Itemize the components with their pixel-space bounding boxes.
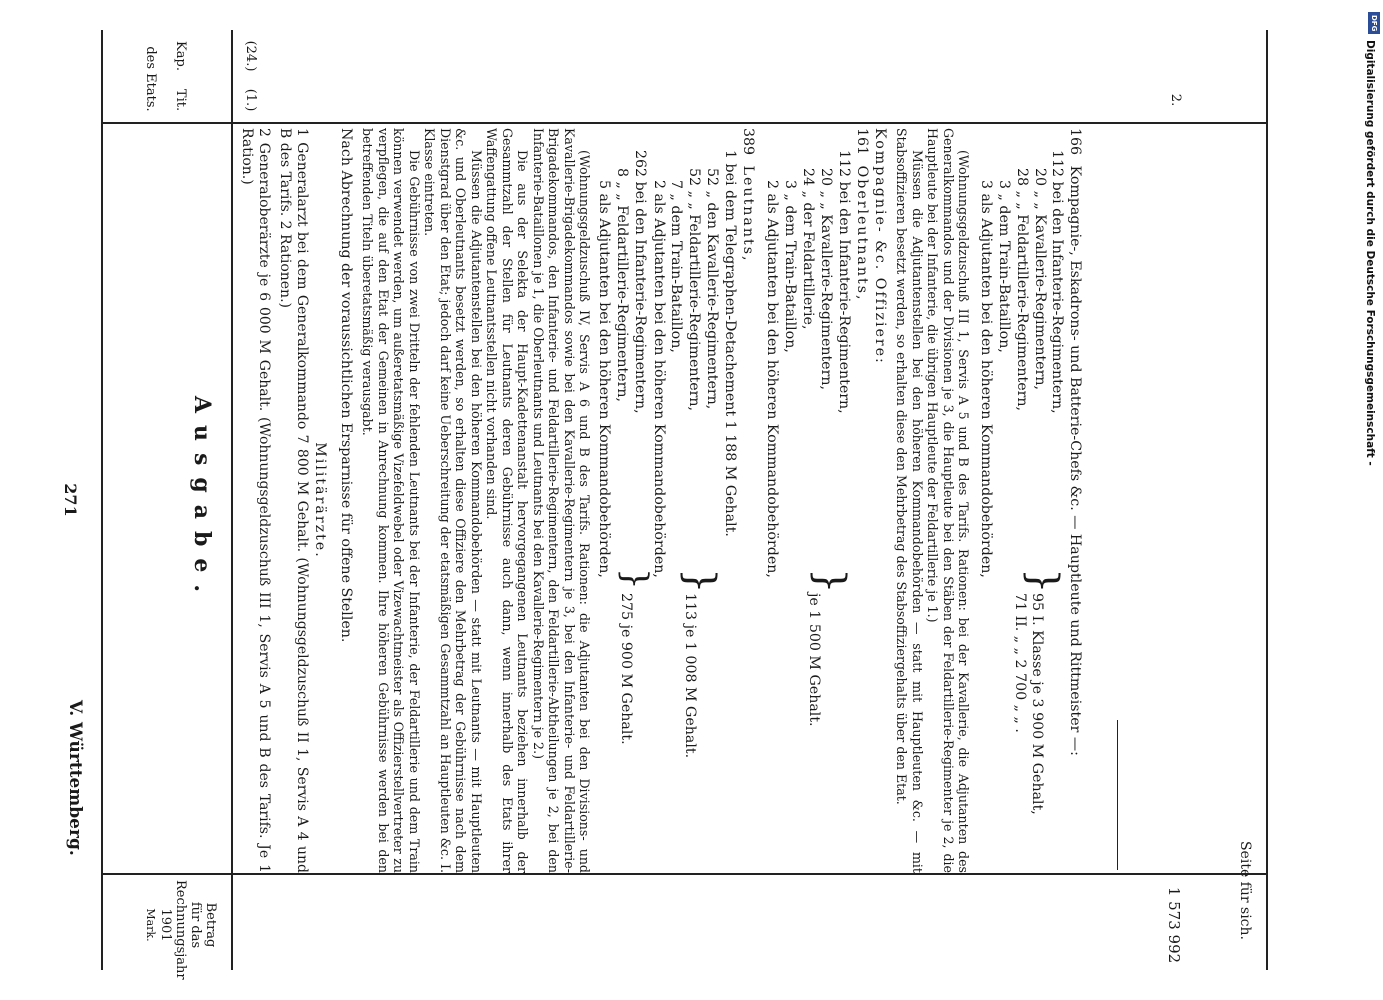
line: 24 „ der Feldartillerie, bbox=[800, 168, 817, 330]
line: 1 bei dem Telegraphen-Detachement 1 188 M Gehalt. bbox=[722, 150, 739, 537]
line: 3 als Adjutanten bei den höheren Kommandobehörden, bbox=[977, 180, 994, 578]
kap-label: Kap. bbox=[173, 41, 188, 71]
brace: } bbox=[1020, 568, 1067, 594]
page-number: 271 bbox=[61, 483, 80, 517]
brace: } bbox=[615, 568, 656, 590]
line: 2 als Adjutanten bei den höheren Kommandobehörden, bbox=[764, 180, 781, 578]
paragraph: Die aus der Selekta der Haupt-Kadettenanstalt hervorgegangenen Leutnants beziehen innerhalb der Gesammtzahl der Stellen für Leutnants deren Gebührnisse auch dann, wenn innerhalb des Etats ihrer Waffengattung offene Leutnantsstellen nicht vorhanden sind. bbox=[484, 128, 531, 873]
paragraph: (Wohnungsgeldzuschuß IV, Servis A 6 und B des Tarifs. Rationen: die Adjutanten bei den Divisions- und Kavallerie-Brigadekommandos sowie bei den Kavallerie-Regimentern je 3, bei den Infanterie- und Feldartillerie-Brigadekommandos, den Infanterie- und Feldartillerie-Regimentern, den Feldartillerie-Abtheilungen je 2, bei den Infanterie-Bataillonen je 1, die Oberleutnants und Leutnants bei den Kavallerie-Regimentern je 2.) bbox=[530, 128, 593, 873]
entry-leutnants bbox=[738, 128, 756, 873]
bottom-rule bbox=[1266, 30, 1268, 970]
entry-title: Leutnants, bbox=[740, 165, 757, 263]
betrag-line-4: 1901 bbox=[158, 908, 173, 942]
footer-note: Seite für sich. bbox=[1237, 840, 1253, 940]
kap-value: (24.) bbox=[243, 40, 258, 72]
betrag-line-1: Betrag bbox=[203, 902, 218, 948]
brace-text: 275 je 900 M Gehalt. bbox=[618, 593, 635, 745]
paragraph: Müssen die Adjutantenstellen bei den höheren Kommandobehörden — statt mit Hauptleuten &c. — mit Stabsoffizieren besetzt werden, so erhalten diese den Mehrbetrag des Stabsoffiziergehalts über den Etat. bbox=[894, 128, 925, 873]
betrag-line-2: für das bbox=[188, 901, 203, 949]
line: 20 „ „ Kavallerie-Regimentern, bbox=[1031, 168, 1048, 391]
tit2-value: 2. bbox=[1168, 93, 1183, 107]
line: 8 „ „ Feldartillerie-Regimentern, bbox=[614, 168, 631, 403]
tit-value: (1.) bbox=[243, 88, 258, 112]
brace-line: 95 I. Klasse je 3 900 M Gehalt, bbox=[1029, 593, 1046, 815]
line: 3 „ dem Train-Bataillon, bbox=[995, 180, 1012, 353]
sum-rule bbox=[1117, 720, 1118, 870]
oberleutnants-group bbox=[762, 128, 852, 873]
brace: } bbox=[807, 568, 854, 594]
section-heading: Ausgabe. bbox=[189, 395, 215, 605]
line: 112 bei den Infanterie-Regimentern, bbox=[836, 150, 853, 414]
entry-count: 166 bbox=[1067, 128, 1084, 156]
digitization-credit: Digitalisierung gefördert durch die Deutsche Forschungsgemeinschaft - bbox=[1364, 40, 1376, 466]
header-rule bbox=[231, 30, 233, 970]
amount-rule bbox=[101, 873, 1268, 875]
tit-label: Tit. bbox=[173, 88, 188, 112]
generalarzt-entry: 1 Generalarzt bei dem Generalkommando 7 800 M Gehalt. (Wohnungsgeldzuschuß II 1, Servis A 4 und B des Tarifs. 2 Rationen.) bbox=[277, 128, 310, 873]
text-left-rule bbox=[101, 122, 1268, 124]
chapter-header: V. Württemberg. bbox=[65, 700, 85, 856]
betrag-line-3: Rechnungsjahr bbox=[173, 880, 188, 980]
brace-line: 71 II. „ „ 2 700 „ „ . bbox=[1011, 593, 1028, 733]
hauptleute-group bbox=[975, 128, 1065, 873]
entry-title: Oberleutnants, bbox=[854, 165, 871, 302]
line: 52 „ den Kavallerie-Regimentern, bbox=[704, 168, 721, 410]
line: 262 bei den Infanterie-Regimentern, bbox=[632, 150, 649, 414]
amount-value: 1 573 992 bbox=[1165, 886, 1183, 964]
paragraph: Die Gebührnisse von zwei Dritteln der fehlenden Leutnants bei der Infanterie, der Feldartillerie und dem Train können verwendet werden, um außeretatsmäßige Vizefeldwebel oder Vizewachtmeister als Offizierstellvertreter zu verpflegen, die auf den Etat der Gemeinen in Anrechnung kommen. Ihre höheren Gebührnisse werden bei den betreffenden Titeln überetatsmäßig verausgabt. bbox=[360, 128, 422, 873]
leutnants-group-2 bbox=[594, 128, 656, 873]
mark-label: Mark. bbox=[144, 908, 157, 942]
line: 7 „ dem Train-Bataillon, bbox=[668, 180, 685, 353]
line: 2 als Adjutanten bei den höheren Kommandobehörden, bbox=[650, 180, 667, 578]
generaloberaerzte-entry: 2 Generaloberärzte je 6 000 M Gehalt. (Wohnungsgeldzuschuß III 1, Servis A 5 und B des Tarifs. Je 1 Ration.) bbox=[239, 128, 272, 873]
brace-text: je 1 500 M Gehalt. bbox=[806, 593, 823, 727]
des-etats-label: des Etats. bbox=[143, 46, 158, 112]
leutnants-group-1 bbox=[648, 128, 724, 873]
entry-oberleutnants bbox=[852, 128, 870, 873]
brace-text: 113 je 1 008 M Gehalt. bbox=[682, 593, 699, 759]
line: 20 „ „ Kavallerie-Regimentern, bbox=[818, 168, 835, 391]
entry-count: 161 bbox=[854, 128, 871, 156]
entry-title: Kompagnie-, Eskadrons- und Batterie-Chefs &c. — Hauptleute und Rittmeister —: bbox=[1067, 165, 1084, 756]
line: 112 bei den Infanterie-Regimentern, bbox=[1049, 150, 1066, 414]
brace: } bbox=[677, 568, 724, 594]
paragraph: (Wohnungsgeldzuschuß III 1, Servis A 5 und B des Tarifs. Rationen: bei der Kavallerie, die Adjutanten des Generalkommandos und der Divisionen je 3, die Hauptleute bei den Stäben der Feldartillerie-Regimenter je 2, die Hauptleute bei der Infanterie, die übrigen Hauptleute der Feldartillerie je 1.) bbox=[925, 128, 972, 873]
militaeraerzte-heading: Militärärzte. bbox=[311, 442, 328, 559]
kompagnie-heading: Kompagnie- &c. Offiziere: bbox=[871, 128, 888, 365]
line: 52 „ „ Feldartillerie-Regimentern, bbox=[686, 168, 703, 412]
line: 28 „ „ Feldartillerie-Regimentern, bbox=[1013, 168, 1030, 412]
text-column bbox=[238, 128, 1083, 873]
line: 3 „ dem Train-Bataillon, bbox=[782, 180, 799, 353]
brace-text bbox=[1010, 593, 1046, 815]
betrag-label bbox=[143, 880, 218, 980]
text-body bbox=[238, 128, 1218, 873]
dfg-logo: DFG bbox=[1368, 12, 1380, 34]
abrechnung-note: Nach Abrechnung der voraussichtlichen Ersparnisse für offene Stellen. bbox=[337, 128, 354, 643]
paragraph: Müssen die Adjutantenstellen bei den höheren Kommandobehörden — statt mit Leutnants — mit Hauptleuten &c. und Oberleutnants besetzt werden, so erhalten diese Offiziere den Mehrbetrag der Gebührnisse nach dem Dienstgrad über den Etat; jedoch darf keine Ueberschreitung der etatsmäßigen Gesammtzahl an Hauptleuten &c. I. Klasse eintreten. bbox=[422, 128, 484, 873]
top-rule bbox=[101, 30, 103, 970]
entry-hauptleute bbox=[1065, 128, 1083, 873]
line: 5 als Adjutanten bei den höheren Kommandobehörden, bbox=[596, 180, 613, 578]
entry-count: 389 bbox=[740, 128, 757, 156]
